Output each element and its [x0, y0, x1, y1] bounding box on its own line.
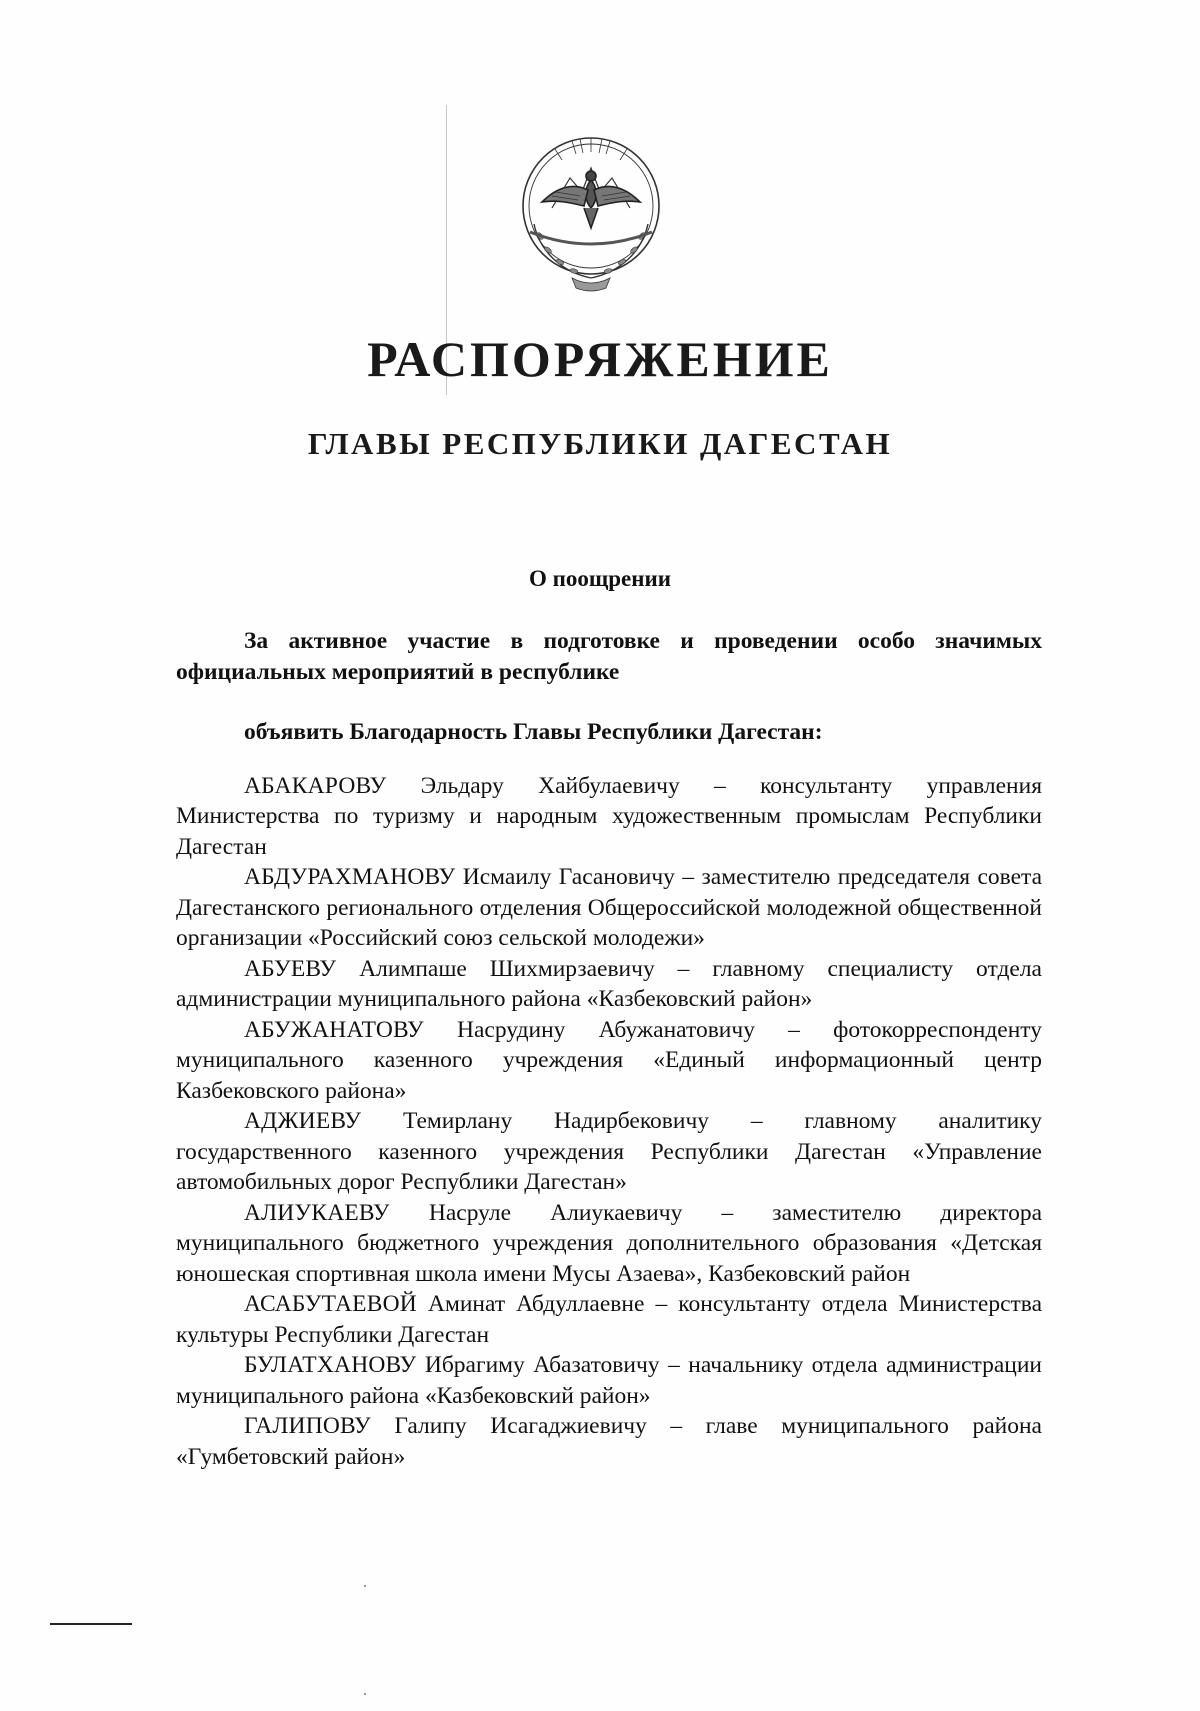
awardee-details: Исмаилу Гасановичу – заместителю председателя совета Дагестанского регионального отделения Общероссийской молодежной общественной организации «Российский союз сельской молодежи»: [176, 864, 1043, 951]
awardee-surname: АЛИУКАЕВУ: [244, 1199, 390, 1226]
awardee-paragraph: [176, 1106, 1042, 1198]
awardee-details: Темирлану Надирбековичу – главному аналитику государственного казенного учреждения Республики Дагестан «Управление автомобильных дорог Республики Дагестан»: [176, 1108, 1042, 1195]
awardee-paragraph: [176, 862, 1042, 954]
awardee-surname: АБУЖАНАТОВУ: [244, 1016, 424, 1043]
awardee-paragraph: [176, 1411, 1042, 1472]
awardee-details: Насруле Алиукаевичу – заместителю директора муниципального бюджетного учреждения дополнительного образования «Детская юношеская спортивная школа имени Мусы Азаева», Казбековский район: [176, 1199, 1043, 1287]
awardee-details: Алимпаше Шихмирзаевичу – главному специалисту отдела администрации муниципального района «Казбековский район»: [176, 955, 1042, 1012]
awardee-details: Насрудину Абужанатовичу – фотокорреспонденту муниципального казенного учреждения «Единый информационный центр Казбековского района»: [176, 1016, 1042, 1104]
awardee-paragraph: [176, 1289, 1042, 1350]
awardee-surname: АДЖИЕВУ: [244, 1108, 362, 1134]
awardee-surname: АБУЕВУ: [244, 955, 337, 982]
document-body: [176, 626, 1042, 1472]
resolution-paragraph: объявить Благодарность Главы Республики Дагестан:: [244, 719, 823, 745]
dagestan-coat-of-arms-emblem: [512, 128, 670, 294]
document-subject: О поощрении: [528, 566, 672, 591]
awardee-surname: АБДУРАХМАНОВУ: [244, 864, 456, 890]
scan-speck: [364, 1585, 366, 1587]
awardee-paragraph: [176, 1015, 1042, 1107]
awardee-paragraph: [176, 1198, 1042, 1290]
preamble-paragraph: За активное участие в подготовке и проведении особо значимых официальных мероприятий в республике: [176, 628, 1042, 685]
scan-speck: [364, 1693, 366, 1695]
awardee-surname: ГАЛИПОВУ: [244, 1413, 371, 1439]
awardee-surname: АБАКАРОВУ: [244, 772, 387, 799]
awardee-details: Галипу Исагаджиевичу – главе муниципального района «Гумбетовский район»: [176, 1413, 1042, 1470]
awardee-details: Аминат Абдуллаевне – консультанту отдела Министерства культуры Республики Дагестан: [176, 1291, 1043, 1348]
awardee-details: Ибрагиму Абазатовичу – начальнику отдела администрации муниципального района «Казбековский район»: [176, 1352, 1043, 1409]
awardee-surname: АСАБУТАЕВОЙ: [244, 1291, 417, 1317]
document-subtitle: ГЛАВЫ РЕСПУБЛИКИ ДАГЕСТАН: [307, 426, 893, 461]
document-title: РАСПОРЯЖЕНИЕ: [367, 331, 833, 387]
awardee-paragraph: [176, 771, 1042, 863]
awardee-details: Эльдару Хайбулаевичу – консультанту управления Министерства по туризму и народным художественным промыслам Республики Дагестан: [176, 772, 1043, 860]
footer-rule: [50, 1623, 132, 1625]
awardee-surname: БУЛАТХАНОВУ: [244, 1352, 417, 1378]
awardee-paragraph: [176, 954, 1042, 1015]
awardee-paragraph: [176, 1350, 1042, 1411]
